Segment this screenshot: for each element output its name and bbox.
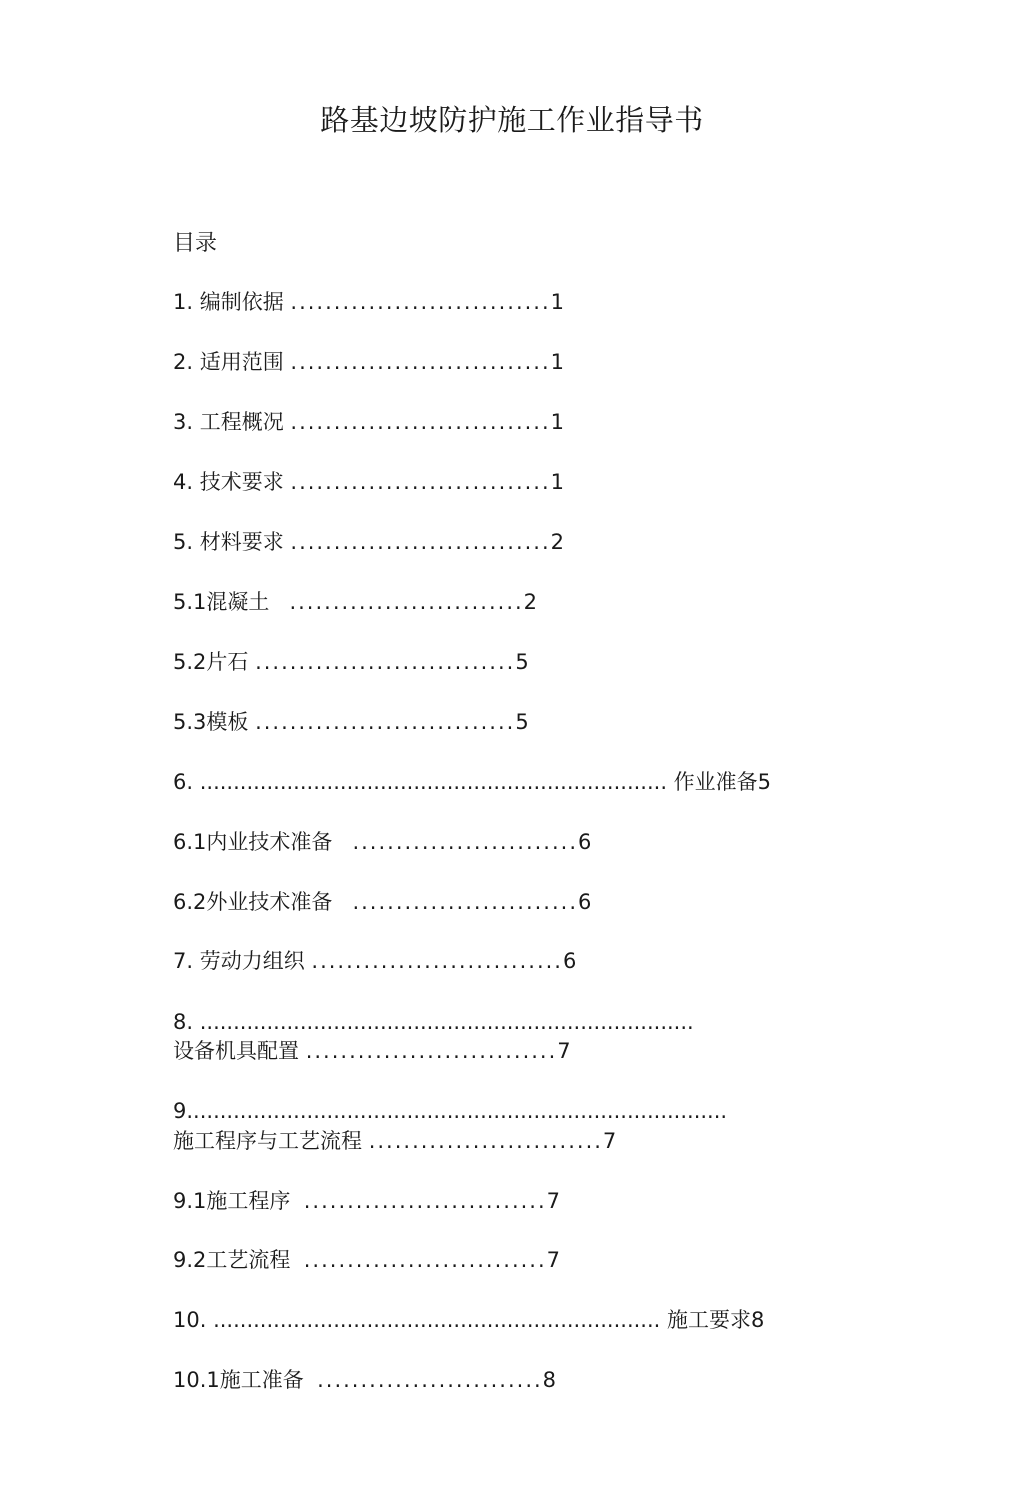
toc-entry-10-1[interactable]: 10.1施工准备 ..........................8 [173,1368,557,1392]
toc-entry-5[interactable]: 5. 材料要求 ..............................2 [173,530,565,554]
toc-entry-10[interactable]: 10. ................................................................... 施工要求8 [173,1308,765,1332]
toc-entry-9-2[interactable]: 9.2工艺流程 ............................7 [173,1248,561,1272]
toc-entry-6[interactable]: 6. ...................................................................... 作业准备5 [173,770,772,794]
toc-entry-4[interactable]: 4. 技术要求 ..............................1 [173,470,565,494]
toc-entry-9-1[interactable]: 9.1施工程序 ............................7 [173,1189,561,1213]
toc-entry-5-1[interactable]: 5.1混凝土 ...........................2 [173,590,538,614]
toc-entry-5-2[interactable]: 5.2片石 ..............................5 [173,650,529,674]
toc-entry-9-title[interactable]: 施工程序与工艺流程 ...........................7 [173,1129,617,1153]
toc-entry-6-2[interactable]: 6.2外业技术准备 ..........................6 [173,890,592,914]
toc-heading: 目录 [173,231,218,256]
toc-entry-8-number[interactable]: 8. .......................................................................... [173,1010,694,1034]
toc-entry-2[interactable]: 2. 适用范围 ..............................1 [173,350,565,374]
toc-entry-9-number[interactable]: 9................................................................................. [173,1099,728,1123]
toc-entry-7[interactable]: 7. 劳动力组织 .............................6 [173,949,577,973]
document-title: 路基边坡防护施工作业指导书 [320,103,704,137]
toc-entry-6-1[interactable]: 6.1内业技术准备 ..........................6 [173,830,592,854]
toc-entry-5-3[interactable]: 5.3模板 ..............................5 [173,710,529,734]
toc-entry-3[interactable]: 3. 工程概况 ..............................1 [173,410,565,434]
toc-entry-1[interactable]: 1. 编制依据 ..............................1 [173,290,565,314]
toc-entry-8-title[interactable]: 设备机具配置 .............................7 [173,1039,571,1063]
